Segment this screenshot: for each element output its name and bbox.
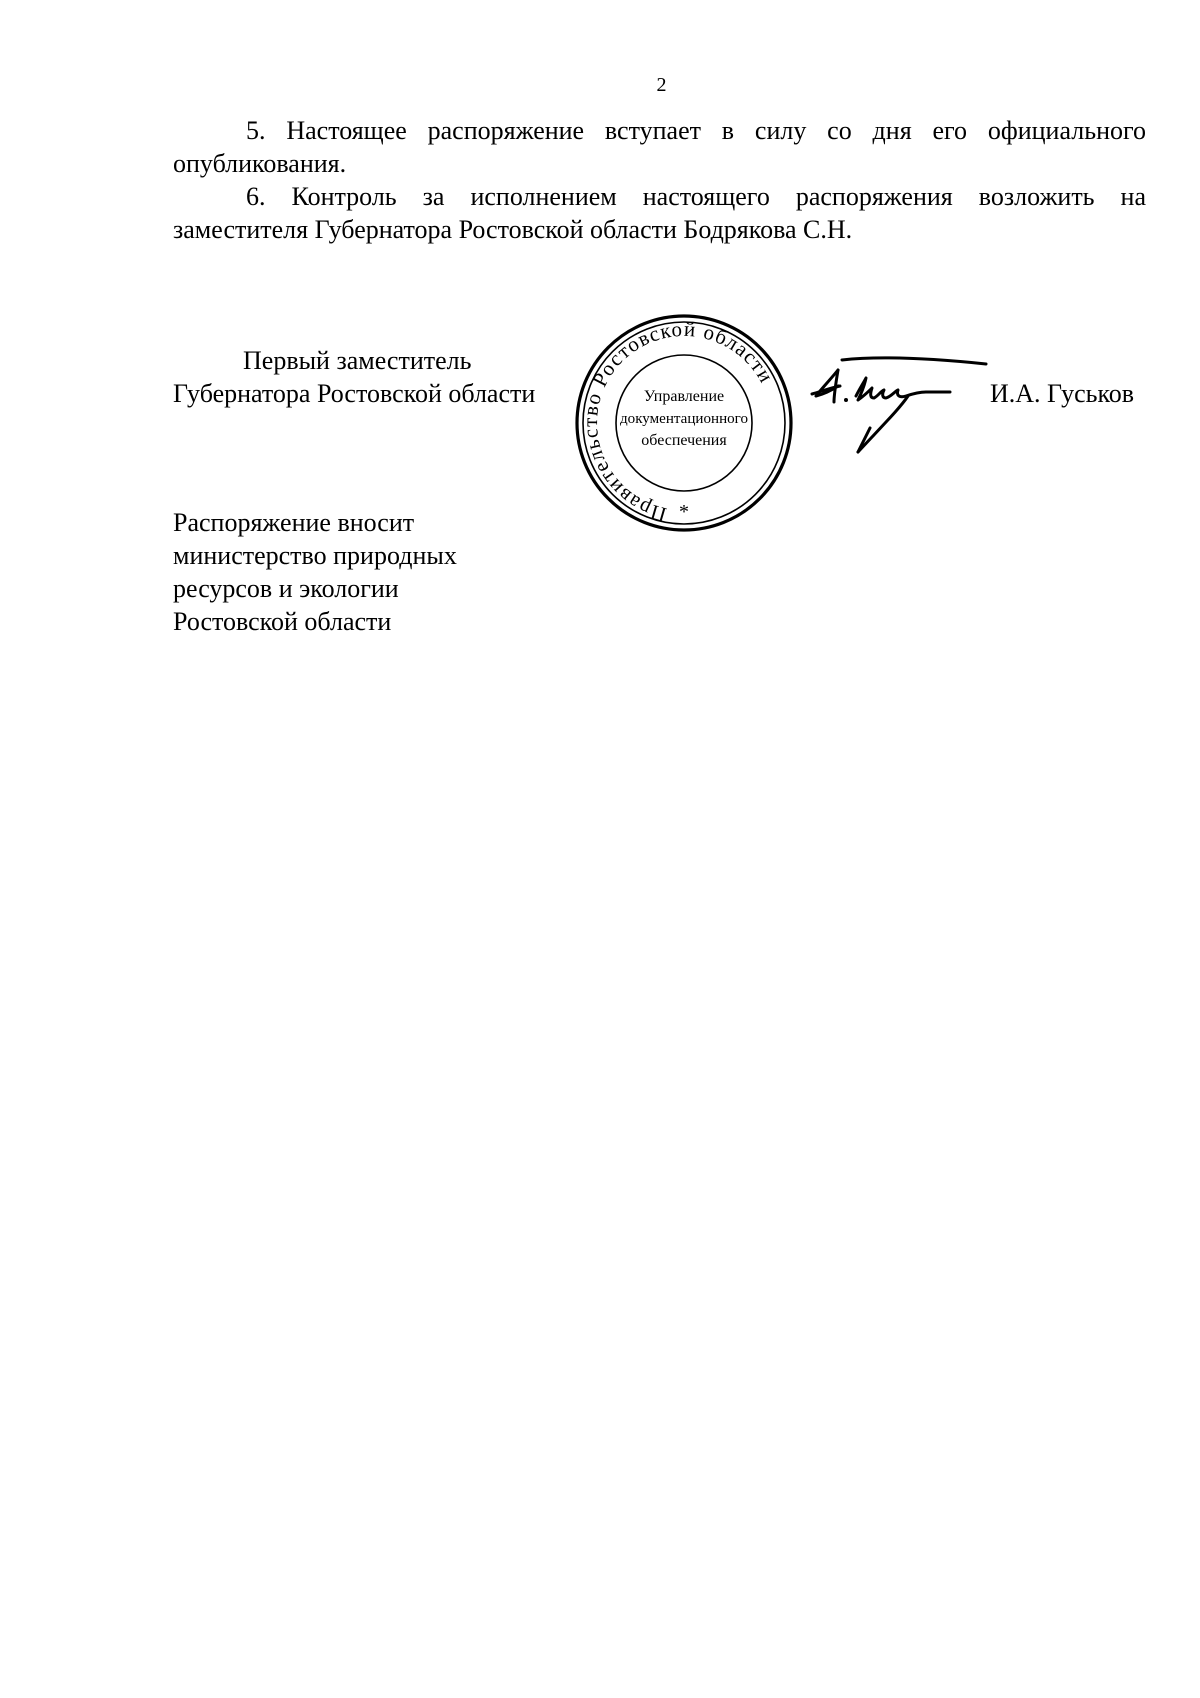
seal-star: * xyxy=(679,501,689,523)
page-number: 2 xyxy=(656,74,667,96)
seal-inner-line2: документационного xyxy=(620,411,748,427)
submitted-by-line4: Ростовской области xyxy=(173,607,392,636)
official-seal-stamp xyxy=(573,312,795,534)
document-body xyxy=(173,114,1146,246)
signatory-name: И.А. Гуськов xyxy=(990,379,1135,408)
paragraph-6-text: Контроль за исполнением настоящего распоряжения возложить на заместителя Губернатора Ростовской области Бодрякова С.Н. xyxy=(173,182,1147,244)
paragraph-6 xyxy=(173,180,1146,246)
signatory-position-line2: Губернатора Ростовской области xyxy=(173,379,536,408)
seal-inner-line1: Управление xyxy=(643,388,725,405)
paragraph-5-text: Настоящее распоряжение вступает в силу со дня его официального опубликования. xyxy=(173,116,1146,178)
submitted-by-line2: министерство природных xyxy=(173,541,457,570)
signatory-position xyxy=(173,344,535,410)
seal-outer-text: Правительство Ростовской области xyxy=(577,316,779,528)
paragraph-5-number: 5. xyxy=(246,116,266,145)
seal-inner-line3: обеспечения xyxy=(641,432,727,449)
paragraph-6-number: 6. xyxy=(246,182,266,211)
handwritten-signature xyxy=(808,352,988,457)
submitted-by-line3: ресурсов и экологии xyxy=(173,574,399,603)
submitted-by-line1: Распоряжение вносит xyxy=(173,508,415,537)
signatory-position-line1: Первый заместитель xyxy=(243,346,472,375)
submitted-by-block xyxy=(173,506,457,638)
paragraph-5 xyxy=(173,114,1146,180)
